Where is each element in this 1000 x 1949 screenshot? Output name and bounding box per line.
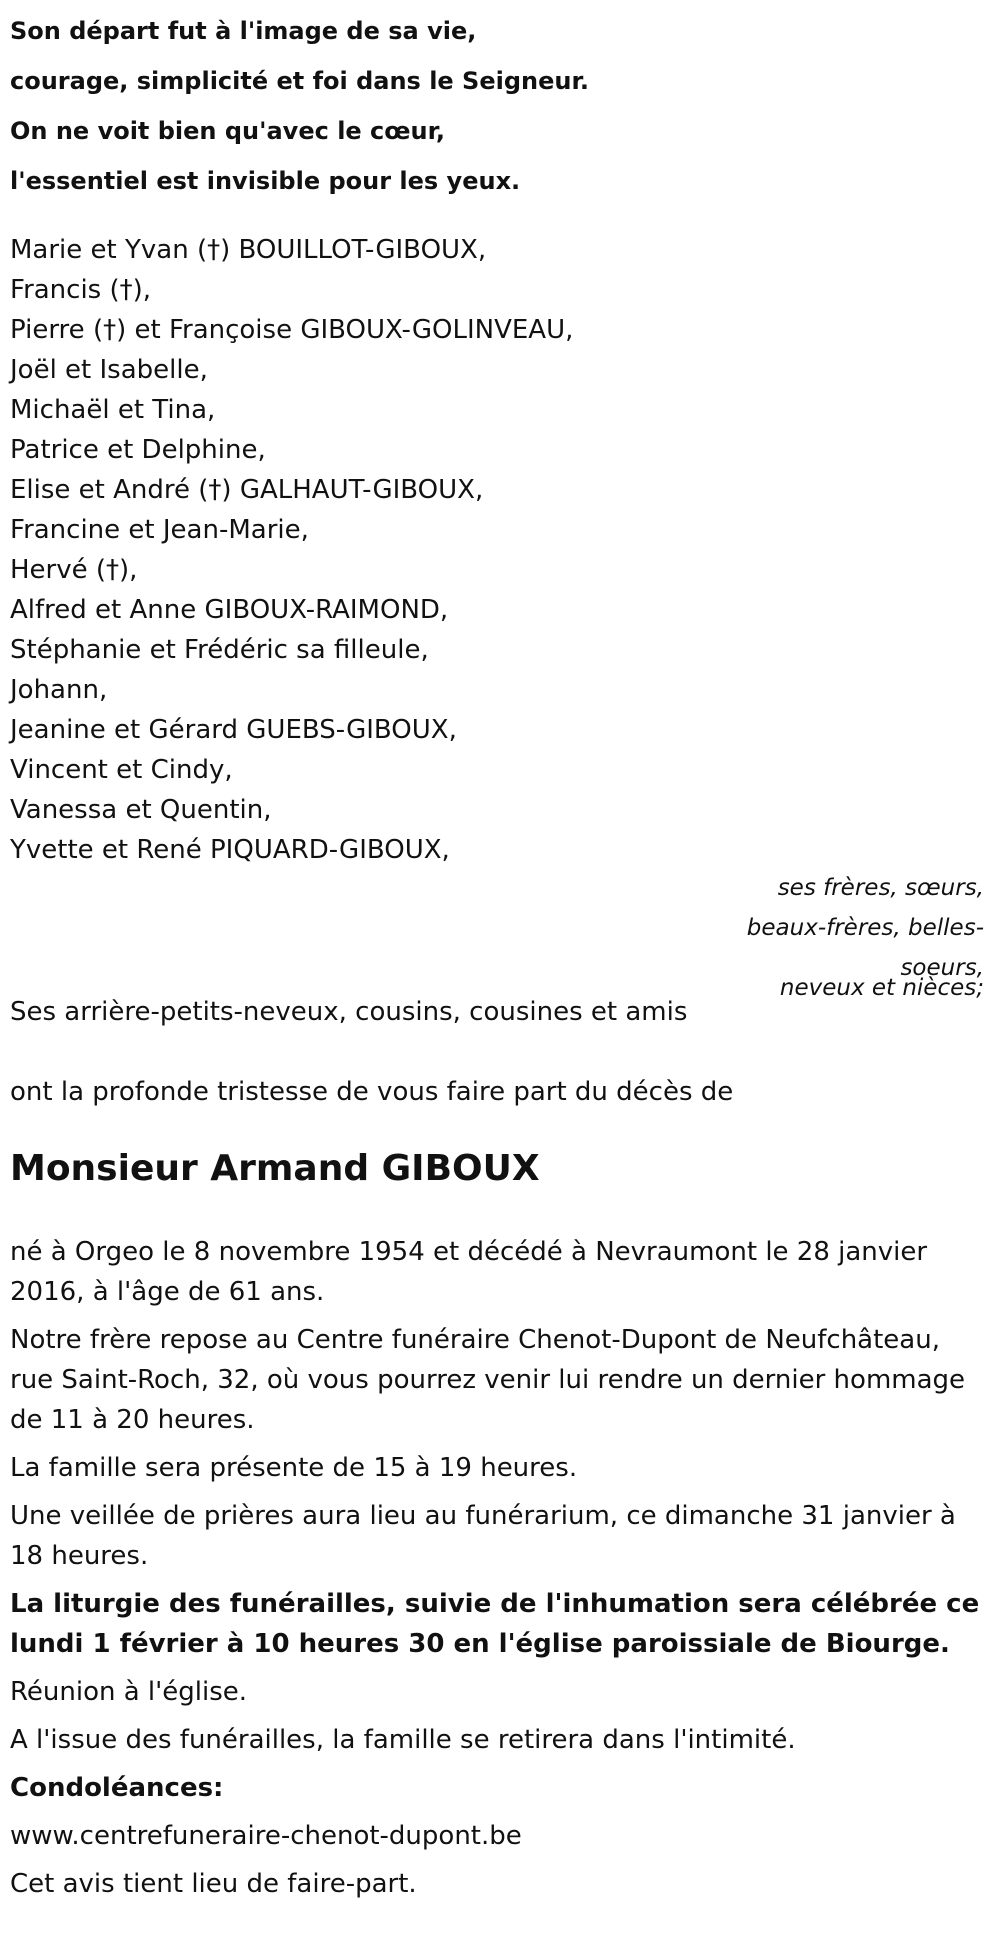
family-member: Vincent et Cindy, [10, 755, 233, 785]
announcement: ont la profonde tristesse de vous faire part du décès de [10, 1077, 734, 1107]
family-member: Michaël et Tina, [10, 395, 216, 425]
quote-line: l'essentiel est invisible pour les yeux. [10, 167, 521, 195]
relation-line: beaux-frères, belles- [746, 915, 984, 941]
family-member: Marie et Yvan (†) BOUILLOT-GIBOUX, [10, 235, 487, 265]
quote-line: courage, simplicité et foi dans le Seigneur. [10, 67, 589, 95]
family-member: Elise et André (†) GALHAUT-GIBOUX, [10, 475, 484, 505]
family-member: Johann, [10, 675, 108, 705]
after-funeral-text: A l'issue des funérailles, la famille se retirera dans l'intimité. [10, 1725, 796, 1755]
family-member: Pierre (†) et Françoise GIBOUX-GOLINVEAU, [10, 315, 574, 345]
relation-line: ses frères, sœurs, [777, 875, 984, 901]
vigil-text: Une veillée de prières aura lieu au funérarium, ce dimanche 31 janvier à 18 heures. [10, 1501, 956, 1571]
repose-text: Notre frère repose au Centre funéraire Chenot-Dupont de Neufchâteau, rue Saint-Roch, 32, où vous pourrez venir lui rendre un dernier hommage de 11 à 20 heures. [10, 1325, 966, 1435]
deceased-name: Monsieur Armand GIBOUX [10, 1148, 540, 1189]
birth-death-text: né à Orgeo le 8 novembre 1954 et décédé à Nevraumont le 28 janvier 2016, à l'âge de 61 ans. [10, 1237, 928, 1307]
family-member: Vanessa et Quentin, [10, 795, 272, 825]
family-member: Patrice et Delphine, [10, 435, 266, 465]
other-relatives: Ses arrière-petits-neveux, cousins, cousines et amis [10, 997, 688, 1027]
relation-line: soeurs, [900, 955, 984, 981]
family-list [10, 230, 990, 870]
family-member: Joël et Isabelle, [10, 355, 208, 385]
family-presence-text: La famille sera présente de 15 à 19 heures. [10, 1453, 578, 1483]
family-member: Stéphanie et Frédéric sa filleule, [10, 635, 429, 665]
family-member: Alfred et Anne GIBOUX-RAIMOND, [10, 595, 449, 625]
condolences-website: www.centrefuneraire-chenot-dupont.be [10, 1821, 522, 1851]
meeting-text: Réunion à l'église. [10, 1677, 248, 1707]
family-member: Francine et Jean-Marie, [10, 515, 309, 545]
family-relation [10, 868, 990, 1001]
relation-line: neveux et nièces; [779, 975, 984, 1001]
family-member: Yvette et René PIQUARD-GIBOUX, [10, 835, 450, 865]
quote-line: On ne voit bien qu'avec le cœur, [10, 117, 446, 145]
notice-text: Cet avis tient lieu de faire-part. [10, 1869, 417, 1899]
family-member: Jeanine et Gérard GUEBS-GIBOUX, [10, 715, 457, 745]
condolences-label: Condoléances: [10, 1773, 224, 1803]
family-member: Hervé (†), [10, 555, 138, 585]
quote-line: Son départ fut à l'image de sa vie, [10, 17, 477, 45]
opening-quote [10, 0, 990, 206]
family-member: Francis (†), [10, 275, 152, 305]
liturgy-text: La liturgie des funérailles, suivie de l'inhumation sera célébrée ce lundi 1 février à 10 heures 30 en l'église paroissiale de Biourge. [10, 1589, 980, 1659]
